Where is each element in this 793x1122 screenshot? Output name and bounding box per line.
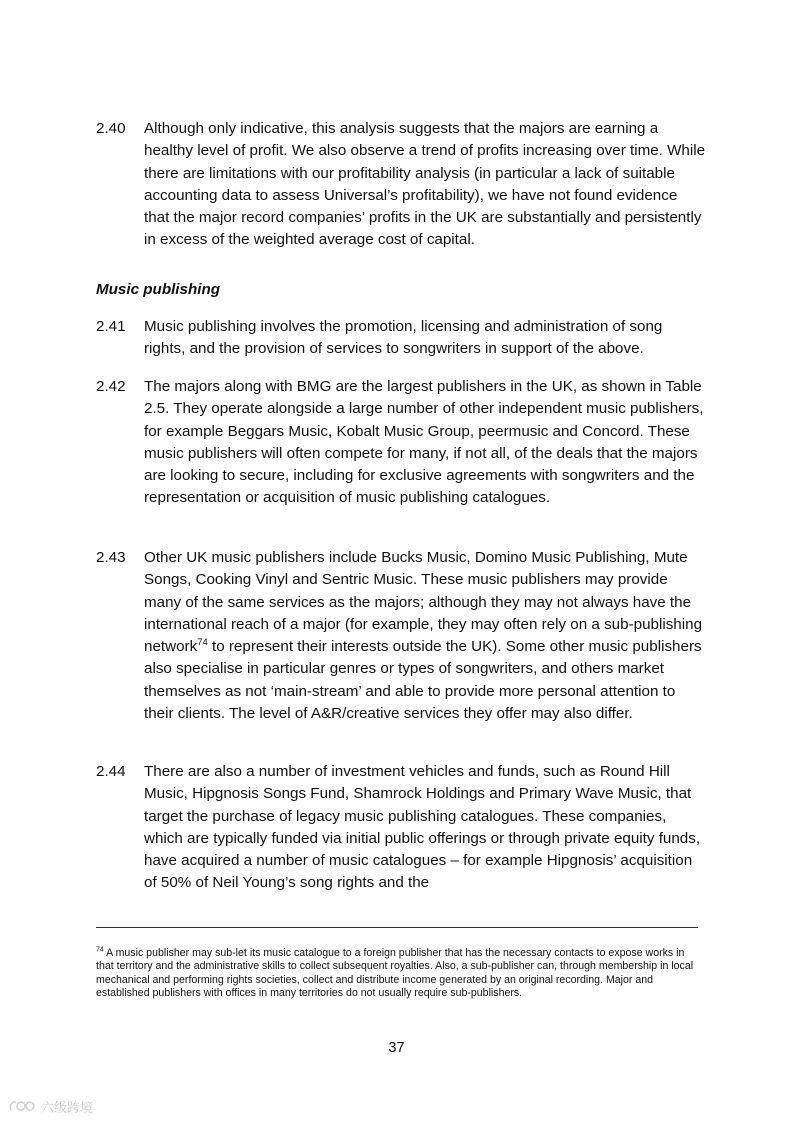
paragraph-text-part: Other UK music publishers include Bucks Music, Domino Music Publishing, Mute Songs, Cooking Vinyl and Sentric Music. These music publishers may provide many of the same services as the majors; although they may not always have the international reach of a major (for example, they may often rely on a sub-publishing network bbox=[144, 549, 703, 656]
watermark-logo-icon bbox=[8, 1098, 38, 1114]
paragraph-number: 2.43 bbox=[96, 549, 126, 566]
paragraph-2-43 bbox=[96, 547, 706, 725]
paragraph-2-40 bbox=[96, 118, 706, 252]
footnote-reference[interactable]: 74 bbox=[197, 637, 208, 649]
watermark bbox=[8, 1096, 93, 1116]
paragraph-2-41 bbox=[96, 316, 706, 361]
footnote-text: A music publisher may sub-let its music catalogue to a foreign publisher that has the necessary contacts to expose works in that territory and the administrative skills to collect subsequent royalties. Also, a sub-publisher can, through membership in local mechanical and performing rights societies, collect and distribute income generated by an original recording. Major and established publishers with offices in many territories do not usually require sub-publishers. bbox=[96, 947, 694, 1000]
paragraph-number: 2.41 bbox=[96, 318, 126, 335]
section-heading-music-publishing: Music publishing bbox=[96, 281, 221, 298]
paragraph-2-44 bbox=[96, 761, 706, 895]
paragraph-text bbox=[144, 547, 706, 725]
footnote-divider bbox=[96, 927, 698, 928]
paragraph-number: 2.42 bbox=[96, 378, 126, 395]
paragraph-2-42 bbox=[96, 376, 706, 510]
paragraph-number: 2.44 bbox=[96, 763, 126, 780]
footnote-number: 74 bbox=[96, 946, 104, 954]
paragraph-text-part: to represent their interests outside the UK). Some other music publishers also specialise in particular genres or types of songwriters, and others market themselves as not ‘main-stream’ and able to provide more personal attention to their clients. The level of A&R/creative services they offer may also differ. bbox=[144, 638, 702, 723]
paragraph-text: The majors along with BMG are the largest publishers in the UK, as shown in Table 2.5. They operate alongside a large number of other independent music publishers, for example Beggars Music, Kobalt Music Group, peermusic and Concord. These music publishers will often compete for many, if not all, of the deals that the majors are looking to secure, including for exclusive agreements with songwriters and the representation or acquisition of music publishing catalogues. bbox=[144, 378, 704, 507]
paragraph-text: Although only indicative, this analysis suggests that the majors are earning a healthy level of profit. We also observe a trend of profits increasing over time. While there are limitations with our profitability analysis (in particular a lack of suitable accounting data to assess Universal’s profitability), we have not found evidence that the major record companies’ profits in the UK are substantially and persistently in excess of the weighted average cost of capital. bbox=[144, 120, 706, 249]
footnote-74 bbox=[96, 947, 698, 1001]
paragraph-number: 2.40 bbox=[96, 120, 126, 137]
watermark-text: 六级跨境 bbox=[41, 1100, 94, 1116]
paragraph-text: There are also a number of investment vehicles and funds, such as Round Hill Music, Hipgnosis Songs Fund, Shamrock Holdings and Primary Wave Music, that target the purchase of legacy music publishing catalogues. These companies, which are typically funded via initial public offerings or through private equity funds, have acquired a number of music catalogues – for example Hipgnosis’ acquisition of 50% of Neil Young’s song rights and the bbox=[144, 763, 701, 892]
paragraph-text: Music publishing involves the promotion, licensing and administration of song rights, and the provision of services to songwriters in support of the above. bbox=[144, 318, 663, 358]
page-number: 37 bbox=[388, 1040, 405, 1056]
